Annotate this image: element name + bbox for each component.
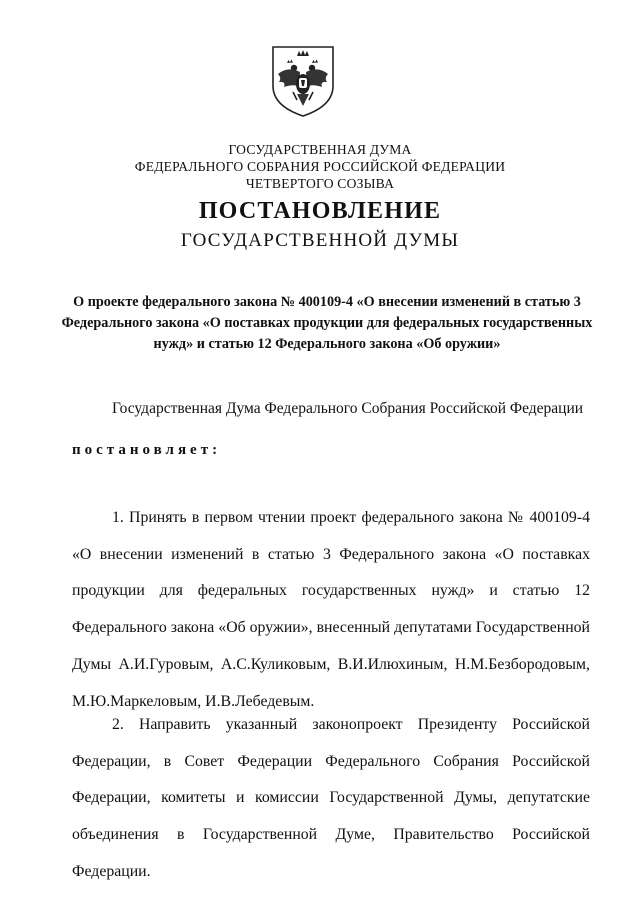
paragraph-2: 2. Направить указанный законопроект Президенту Российской Федерации, в Совет Федерации Федерального Собрания Российской Федерации, комитеты и комиссии Государственной Думы, депутатские объединения в Государственной Думе, Правительство Российской Федерации.: [72, 716, 590, 880]
document-subtitle: ГОСУДАРСТВЕННОЙ ДУМЫ: [180, 230, 460, 251]
paragraph-1: 1. Принять в первом чтении проект федерального закона № 400109-4 «О внесении изменений в статью 3 Федерального закона «О поставках продукции для федеральных государственных нужд» и статью 12 Федерального закона «Об оружии», внесенный депутатами Государственной Думы А.И.Гуровым, А.С.Куликовым, В.И.Илюхиным, Н.М.Безбородовым, М.Ю.Маркеловым, И.В.Лебедевым.: [72, 509, 590, 710]
coat-of-arms-icon: [270, 44, 336, 118]
document-subject: О проекте федерального закона № 400109-4 «О внесении изменений в статью 3 Федерального закона «О поставках продукции для федеральных государственных нужд» и статью 12 Федерального закона «Об оружии»: [61, 294, 593, 352]
coat-of-arms-emblem: [270, 44, 336, 118]
preamble: Государственная Дума Федерального Собрания Российской Федерации: [112, 400, 584, 417]
resolves-heading: постановляет:: [72, 442, 222, 458]
issuer-line-3: ЧЕТВЕРТОГО СОЗЫВА: [245, 176, 395, 191]
document-title: ПОСТАНОВЛЕНИЕ: [198, 198, 442, 224]
issuer-line-1: ГОСУДАРСТВЕННАЯ ДУМА: [228, 142, 412, 157]
issuer-line-2: ФЕДЕРАЛЬНОГО СОБРАНИЯ РОССИЙСКОЙ ФЕДЕРАЦИИ: [134, 159, 506, 174]
